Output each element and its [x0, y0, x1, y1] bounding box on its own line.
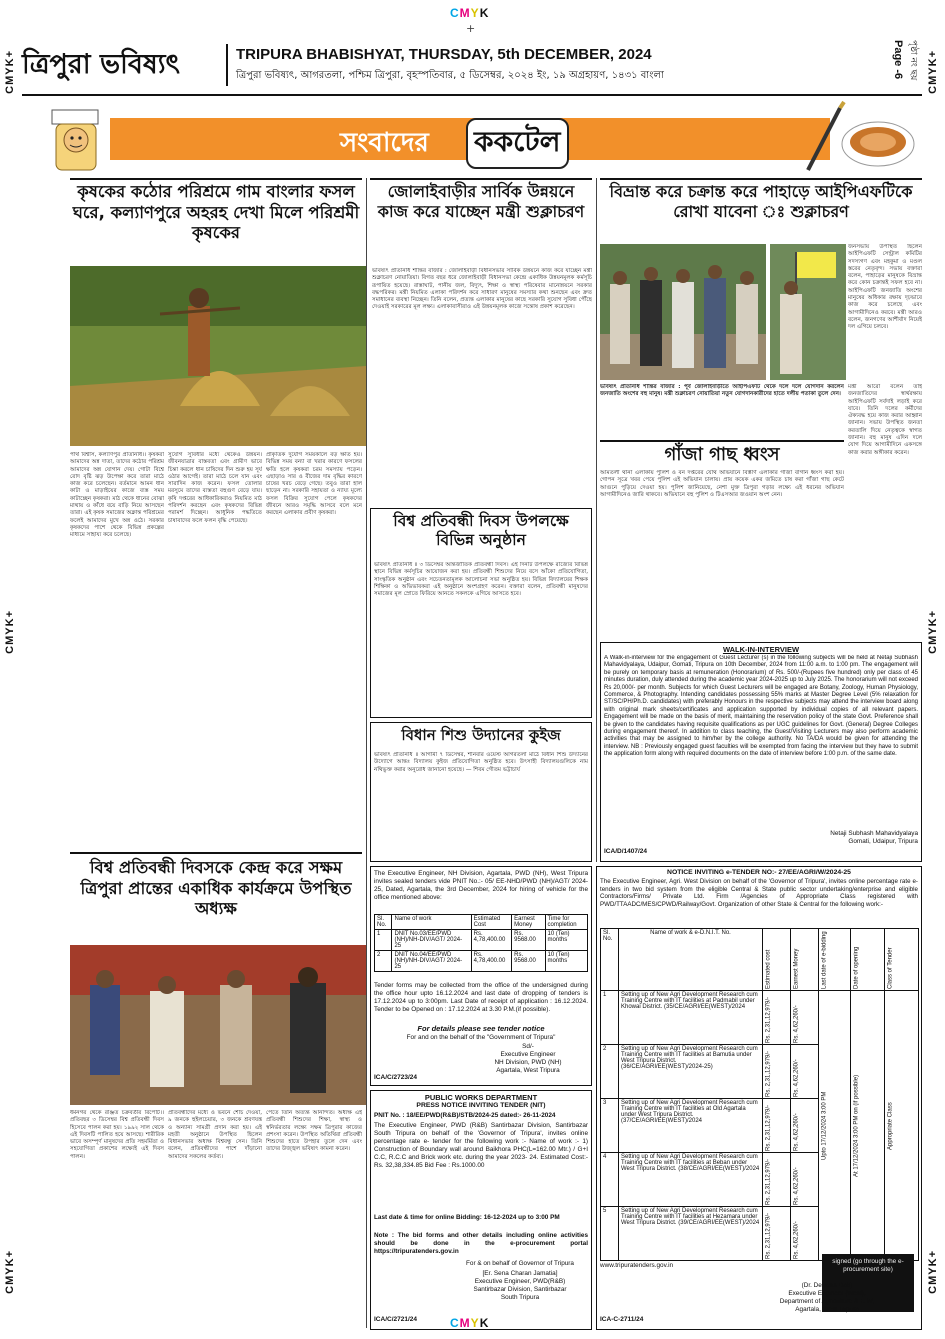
table-cell: Rs. 2,31,12,979/- [763, 991, 791, 1045]
article7-headline: বিশ্ব প্রতিবন্ধী দিবসকে কেন্দ্র করে সক্ষম ত্রিপুরা প্রান্তের একাধিক কার্যক্রমে উপস্থিত অধ্যক্ষ [80, 858, 352, 919]
notice-agri-th: Last date of e-bidding [819, 929, 851, 991]
banner-title-part1: সংবাদের [340, 128, 429, 158]
table-cell: Rs. 4,62,260/- [791, 1045, 819, 1099]
table-cell: Setting up of New Agri Development Research cum Training Centre with IT facilities at Padmabil under Khowai District. (35/CE/AGRI/EE(WEST)/2024 [619, 991, 763, 1045]
notice-walkin-ref: ICA/D/1407/24 [604, 848, 647, 855]
notice-nh-th: Estimated Cost [471, 915, 512, 930]
article1-col3: প্রাকৃতিক দুর্যোগ সময়কালে বড় ক্ষতি হয়। বিভিন্ন সময় বন্যা বা খরার কারণে ফসলের ক্ষতি হলে কৃষকরা চরম সমস্যায় পড়েন। এছাড়াও সার ও বীজের দাম বৃদ্ধির কারণে চাষের খরচ বেড়ে গেছে। তবুও তারা হাল ছাড়েন না। সরকারি সহায়তা ও ন্যায্য মূল্যে ফসল বিক্রির সুযোগ পেলে কৃষকদের জীবনে আরও সমৃদ্ধি আসবে বলে মনে করছেন এলাকার প্রবীণ কৃষকরা। [266, 452, 362, 517]
masthead-divider [226, 44, 228, 86]
column-divider-2 [596, 178, 597, 862]
table-cell: 2 [601, 1045, 619, 1099]
article1-top-rule [70, 178, 362, 180]
article6-headline: গাঁজা গাছ ধ্বংস [664, 444, 780, 465]
notice-pwd-h1: PUBLIC WORKS DEPARTMENT [424, 1093, 538, 1102]
table-cell: Rs. 4,62,260/- [791, 1207, 819, 1261]
notice-agri-th: Sl. No. [601, 929, 619, 991]
notice-agri-heading: NOTICE INVITING e-TENDER NO:- 27/EE/AGRI/W/2024-25 [667, 869, 851, 876]
article5-flag-photo [770, 244, 846, 380]
article2-body: ভবিষ্যৎ প্রতিনিধি শান্তির বাজার : জোলাইবাড়ী বিধানসভার সার্বিক উন্নয়নে কাজ করে যাচ্ছেন মন্ত্রী শুক্লাচরণ নোয়াতিয়া। বিগত বছর ধরে জোলাইবাড়ী বিধানসভা কেন্দ্রে একাধিক উন্নয়নমূলক কর্মসূচি রূপায়িত হয়েছে। রাস্তাঘাট, পানীয় জল, বিদ্যুৎ, শিক্ষা ও স্বাস্থ্য পরিষেবার মানোন্নয়নে সরকার বদ্ধপরিকর। মন্ত্রী নিয়মিত এলাকা পরিদর্শন করে সাধারণ মানুষের সমস্যার কথা শুনছেন এবং দ্রুত সমাধানের ব্যবস্থা নিচ্ছেন। তিনি বলেন, প্রত্যন্ত এলাকার মানুষের কাছে সরকারি সুযোগ সুবিধা পৌঁছে দেওয়াই সরকারের মূল লক্ষ্য। এলাকাবাসীরাও এই উন্নয়নমূলক কাজে সন্তোষ প্রকাশ করেছেন। [372, 268, 592, 311]
table-row [375, 930, 588, 951]
notice-pwd-sign3: Santirbazar Division, Santirbazar [473, 1286, 567, 1293]
notice-agri-sign1: (Dr. Debasis Dab) [801, 1282, 853, 1289]
notice-nh-sd: Sd/- [522, 1043, 534, 1050]
registration-cross: + [466, 22, 476, 35]
masthead-subtitle: ত্রিপুরা ভবিষ্যৎ, আগরতলা, পশ্চিম ত্রিপুরা, বৃহস্পতিবার, ৫ ডিসেম্বর, ২০২৪ ইং, ১৯ অগ্রহায়ণ, ১৪৩১ বাংলা [236, 70, 664, 81]
article4-body: ভবিষ্যৎ প্রতিনিধি ॥ আগামী ৭ ডিসেম্বর, শনিবার ওয়েস্ট আগরতলা মাঠে বিধান শিশু উদ্যানের উদ্যোগে আন্তঃ বিদ্যালয় কুইজ প্রতিযোগিতা অনুষ্ঠিত হবে। উৎসাহী বিদ্যালয়গুলিকে নাম নথিভুক্ত করার অনুরোধ জানানো হয়েছে। — শিবম গৌতম ভট্টাচার্য [374, 752, 588, 773]
table-cell: Rs. 4,62,260/- [791, 1099, 819, 1153]
notice-agri-th: Date of opening [851, 929, 885, 991]
table-cell-open: At 17/12/2024 3:00 PM on (if possible) [851, 991, 885, 1261]
column-divider-1 [366, 178, 367, 1328]
notice-nh-th: Sl. No. [375, 915, 392, 930]
table-cell: Setting up of New Agri Development Research cum Training Centre with IT facilities at Old Agartala under West Tripura District. (37/CE/AGRI/EE(WEST)/2024 [619, 1099, 763, 1153]
notice-pwd-h2: PRESS NOTICE INVITING TENDER (NIT) [416, 1102, 546, 1109]
article7-top-rule [70, 852, 362, 854]
table-row [601, 991, 919, 1045]
notice-nh-footer: Tender forms may be collected from the office of the undersigned during the office hour upto 16.12.2024 and last date of dropping of tenders is 17.12.2024 up to 3:00pm. Last Date of receipt of application : 16.12.2024. Tender to be Opened on : 17.12.2024 at 3.30 P.M.(if possible). [374, 982, 588, 1013]
article7-col2: প্রতিবন্ধীদের মধ্যে ও ভবনে শৌচ দেওয়া, ৯ জনকে হুইলচেয়ার, ৩ জনকে শ্রবণযন্ত্র ও অন্যান্য সামগ্রী প্রদান করা হয়। এই মহতী অনুষ্ঠানে উপস্থিত ছিলেন বিধানসভার অধ্যক্ষ বিশ্ববন্ধু সেন। তিনি বলেন, প্রতিবন্ধীদের পাশে দাঁড়ানো আমাদের সকলের কর্তব্য। [168, 1110, 262, 1160]
registration-bottom: CMYK [450, 1316, 490, 1330]
banner-cartoon [22, 100, 132, 176]
page-number [888, 40, 922, 90]
table-cell: Setting up of New Agri Development Research cum Training Centre with IT facilities at Bamutia under West Tripura District. (36/CE/AGRI/EE(WEST)/2024-25) [619, 1045, 763, 1099]
table-cell: Setting up of New Agri Development Research cum Training Centre with IT facilities at Beban under West Tripura District. (38/CE/AGRI/EE(WEST)/2024 [619, 1153, 763, 1207]
notice-walkin-sign1: Netaji Subhash Mahavidyalaya [830, 830, 918, 837]
article1-headline: কৃষকের কঠোর পরিশ্রমে গাম বাংলার ফসল ঘরে, কল্যাণপুরে অহরহ দেখা মিলে পরিশ্রমী কৃষকের [72, 182, 360, 243]
table-cell: Setting up of New Agri Development Research cum Training Centre with IT facilities at Hezamara under West Tripura District. (39/CE/AGRI/EE(WEST)/2024 [619, 1207, 763, 1261]
notice-nh-th: Time for completion [545, 915, 587, 930]
table-cell: Rs. 9568.00 [512, 951, 545, 972]
banner-pen-cup [800, 100, 922, 176]
notice-pwd-last-date: Last date & time for online Bidding: 16-12-2024 up to 3:00 PM [374, 1214, 560, 1221]
table-cell: 3 [601, 1099, 619, 1153]
registration-right: CMYK+ [927, 50, 939, 94]
article5-top-rule [600, 178, 922, 180]
article5-col2: মন্ত্রী আরো বলেন তাই জনজাতিদের স্বার্থরক্ষায় আইপিএফটি সর্বদাই লড়াই করে যাবে। তিনি দলের কর্মীদের ঐক্যবদ্ধ হয়ে কাজ করার আহ্বান জানান। সভায় উপস্থিত জনতা করতালি দিয়ে নেতৃত্বকে স্বাগত জানান। বহু মানুষ এদিন দলে যোগ দিয়ে আগামীদিনে একসঙ্গে কাজ করার অঙ্গীকার করেন। [848, 384, 922, 456]
notice-agri-table [600, 928, 919, 1261]
registration-top: CMYK [450, 6, 490, 20]
notice-agri-signed: signed (go through the e-procurement site) [832, 1258, 904, 1273]
banner-title-part2: ককটেল [466, 118, 569, 169]
notice-nh-behalf: For and on the behalf of the "Government of Tripura" [406, 1034, 556, 1041]
notice-agri-sign4: Agartala, West Tripura [795, 1306, 859, 1313]
registration-right-bottom: CMYK+ [927, 1250, 939, 1294]
notice-nh-sign2: NH Division, PWD (NH) [494, 1059, 562, 1066]
masthead-rule [22, 94, 922, 96]
table-cell: 4 [601, 1153, 619, 1207]
notice-nh-th: Name of work [392, 915, 471, 930]
notice-agri-th: Class of Tender [885, 929, 919, 991]
notice-agri-sign2: Executive Engineer (West), [788, 1290, 866, 1297]
registration-left: CMYK+ [4, 50, 16, 94]
notice-agri-portal: www.tripuratenders.gov.in [600, 1262, 674, 1269]
registration-left-mid: CMYK+ [4, 610, 16, 654]
table-cell: Rs. 2,31,12,979/- [763, 1207, 791, 1261]
table-cell: Rs. 2,31,12,979/- [763, 1153, 791, 1207]
article1-col2: সুযোগ সুবিধার মধ্যে থেকেও উন্নয়ন। জীবনযাত্রার বাস্তবতা এবং গ্রামীণ ভাবে চিন্তা করলে ধান চাষিদের দিন শুরু হয় সূর্য ওঠার আগেই। তারা মাঠে চলে যান এবং সারাদিন কাজ করেন। ফসল তোলার মরসুমে তাদের ব্যস্ততা বহুগুণ বেড়ে যায়। কৃষি দপ্তরের আধিকারিকরাও নিয়মিত মাঠ পরিদর্শন করছেন এবং কৃষকদের বিভিন্ন পরামর্শ দিচ্ছেন। আধুনিক পদ্ধতিতে চাষাবাদের ফলে ফলন বৃদ্ধি পেয়েছে। [168, 452, 262, 524]
article7-col1: ধর্মনগর থেকে রঞ্জিত চক্রবর্তীর রিপোর্ট।। প্রতিবছর ৩ ডিসেম্বর বিশ্ব প্রতিবন্ধী দিবস হিসেবে পালন করা হয়। ১৯৯২ সাল থেকে এই দিবসটি পালিত হয়ে আসছে। শারীরিক ভাবে অসম্পূর্ণ মানুষদের প্রতি সহমর্মিতা ও সহযোগিতা প্রকাশের লক্ষ্যেই এই দিবস পালন। [70, 1110, 164, 1160]
article7-photo [70, 945, 366, 1105]
table-cell: Rs. 2,31,12,979/- [763, 1099, 791, 1153]
table-cell-class: Appropriate Class [885, 991, 919, 1261]
notice-agri-th: Name of work & e-D.N.I.T. No. [619, 929, 763, 991]
table-cell: 10 (Ten) months [545, 930, 587, 951]
masthead [22, 40, 922, 92]
table-cell: Rs. 4,62,260/- [791, 1153, 819, 1207]
notice-nh-ref: ICA/C/2723/24 [374, 1074, 417, 1081]
registration-right-mid: CMYK+ [927, 610, 939, 654]
notice-pwd-ref: ICA/C/2721/24 [374, 1316, 417, 1323]
table-cell: 2 [375, 951, 392, 972]
notice-walkin-heading: WALK-IN-INTERVIEW [722, 645, 800, 654]
registration-left-bottom: CMYK+ [4, 1250, 16, 1294]
notice-pwd-behalf: For & on behalf of Governor of Tripura [466, 1260, 574, 1267]
notice-agri-th: Estimated cost [763, 929, 791, 991]
article6-body: আমতলী থানা এলাকায় পুলিশ ও বন দপ্তরের যৌথ অভিযানে বিস্তীর্ণ এলাকার গাঁজা বাগান ধ্বংস করা হয়। গোপন সূত্রে খবর পেয়ে পুলিশ এই অভিযান চালায়। প্রায় কয়েক একর জমিতে চাষ করা গাঁজা গাছ কেটে আগুনে পুড়িয়ে দেওয়া হয়। পুলিশ জানিয়েছে, নেশা মুক্ত ত্রিপুরা গড়ার লক্ষ্যে এই ধরনের অভিযান আগামীদিনেও জারি থাকবে। অভিযানে বহু পুলিশ ও টিএসআর জওয়ান অংশ নেন। [600, 470, 844, 498]
notice-agri-body: The Executive Engineer, Agri. West Division on behalf of the 'Governor of Tripura', invites online percentage rate e-tenders in two bid system from the eligible Central & State public sector undertaking/enterprise and eligible Contractors/Firms/ Private Ltd. Firm /Agencies of Appropriate Class registered with PWD/TTAADC/MES/CPWD/Railway/Govt. Organization of other State & Central for the following work:- [600, 878, 918, 908]
article1-photo [70, 266, 366, 446]
notice-nh-table [374, 914, 588, 972]
masthead-title-en: TRIPURA BHABISHYAT, THURSDAY, 5th DECEMBER, 2024 [236, 46, 652, 63]
notice-pwd-sign4: South Tripura [500, 1294, 540, 1301]
table-cell: Rs. 2,31,12,979/- [763, 1045, 791, 1099]
notice-nh-sign1: Executive Engineer [500, 1051, 556, 1058]
article5-col: জনসভায় উপস্থিত ছিলেন আইপিএফটি সেন্ট্রাল কমিটির সদস্যগণ এবং মহকুমা ও মণ্ডল স্তরের নেতৃবৃন্দ। সভায় বক্তারা বলেন, পাহাড়ের মানুষকে বিভ্রান্ত করে কোন চক্রান্তই সফল হবে না। আইপিএফটি জনজাতি অংশের মানুষের অধিকার রক্ষায় দৃঢ়ভাবে কাজ করে চলেছে এবং আগামীদিনেও করবে। মন্ত্রী আরও বলেন, জনগণের আশীর্বাদ নিয়েই দল এগিয়ে চলবে। [848, 244, 922, 331]
notice-nh-sign3: Agartala, West Tripura [496, 1067, 560, 1074]
banner-title [340, 116, 630, 164]
article1-col1: পার্থ বিশ্বাস, কল্যাণপুর প্রতিনিধি।। কৃষকরা আমাদের অন্ন দাতা, তাদের কঠোর পরিশ্রম আমাদের অন্ন যোগান দেয়। গোটা বিশ্বে রোদ বৃষ্টি ঝড় উপেক্ষা করে তারা মাঠে কাজ করে চলেছেন। বর্তমানে আমন ধান কাটা ও মাড়াইয়ের কাজে ব্যস্ত সময় কাটাচ্ছেন কৃষকরা। মাঠ থেকে ধানের বোঝা মাথায় ও কাঁধে বয়ে বাড়ি নিয়ে আসছেন তারা। এই কৃষক সমাজের অক্লান্ত পরিশ্রমের ফলেই আমাদের মুখে অন্ন ওঠে। সরকার কৃষকদের পাশে থেকে বিভিন্ন প্রকল্পের মাধ্যমে সাহায্য করে চলেছে। [70, 452, 164, 539]
article5-caption: ভবিষ্যৎ প্রতিনিধি শান্তির বাজার : পূর্ব জোলাইবাড়ীতে আইপিএফটি থেকে দলে দলে যোগদান করলেন জনজাতি অংশের বহু মানুষ। মন্ত্রী শুক্লাচরণ নোয়াতিয়া নতুন যোগদানকারীদের হাতে দলীয় পতাকা তুলে দেন। [600, 384, 844, 398]
notice-pwd-sign1: [Er. Sena Charan Jamatia] [482, 1270, 558, 1277]
notice-pwd-note: Note : The bid forms and other details including online activities should be done in the e-procurement portal https://tripuratenders.gov.in [374, 1232, 588, 1255]
article3-body: ভবিষ্যৎ প্রতিনিধি ॥ ৩ ডিসেম্বর আন্তর্জাতিক প্রতিবন্ধী দিবস। এই দিনটি উপলক্ষে রাজ্যের বিভিন্ন স্থানে বিভিন্ন কর্মসূচির আয়োজন করা হয়। প্রতিবন্ধী শিশুদের নিয়ে বসে আঁকো প্রতিযোগিতা, সাংস্কৃতিক অনুষ্ঠান এবং সচেতনতামূলক আলোচনা সভা অনুষ্ঠিত হয়। বিভিন্ন বিদ্যালয়ের শিক্ষক শিক্ষিকা ও অভিভাবকরা এই অনুষ্ঠানে অংশগ্রহণ করেন। বক্তারা বলেন, প্রতিবন্ধী মানুষদের সমাজের মূল স্রোতে ফিরিয়ে আনতে সকলকে এগিয়ে আসতে হবে। [374, 562, 588, 598]
article2-headline: জোলাইবাড়ীর সার্বিক উন্নয়নে কাজ করে যাচ্ছেন মন্ত্রী শুক্লাচরণ [377, 182, 585, 221]
article5-headline: বিভ্রান্ত করে চক্রান্ত করে পাহাড়ে আইপিএফটিকে রোখা যাবেনা ঃ শুক্লাচরণ [609, 182, 913, 221]
notice-walkin-sign2: Gomati, Udaipur, Tripura [848, 838, 918, 845]
table-cell: Rs. 9568.00 [512, 930, 545, 951]
table-cell: Rs. 4,62,260/- [791, 991, 819, 1045]
notice-pwd-body: The Executive Engineer, PWD (R&B) Santirbazar Division, Santirbazar South Tripura on behalf of the 'Governor of Tripura', invites online percentage rate e- tender for the following work :- Name of work :- 1) Construction of Boundary wall around Baikhora PHC(L=162.00 Mtr.) / G+I C.C, R.C.C and Brick work etc. during the year 2023- 24. Estimated Cost:- Rs. 32,38,334.85 Bid Fee : Rs.1000.00 [374, 1122, 588, 1169]
table-cell: Rs. 4,78,400.00 [471, 930, 512, 951]
table-row [375, 951, 588, 972]
table-cell: 1 [375, 930, 392, 951]
notice-agri-ref: ICA-C-2711/24 [600, 1316, 644, 1323]
notice-pwd-sign2: Executive Engineer, PWD(R&B) [474, 1278, 566, 1285]
table-cell: Rs. 4,78,400.00 [471, 951, 512, 972]
article7-col3: পেতে তিনি অত্যন্ত আনন্দিত। অধ্যক্ষ এই প্রতিবন্ধী শিশুদের শিক্ষা, স্বাস্থ্য ও স্বনির্ভরতার লক্ষ্যে সক্ষম ত্রিপুরার কাজের প্রশংসা করেন। উপস্থিত অতিথিরা প্রতিবন্ধী শিশুদের হাতে উপহার তুলে দেন এবং তাদের উজ্জ্বল ভবিষ্যৎ কামনা করেন। [266, 1110, 362, 1153]
table-cell: DNIT No.04/EE/PWD (NH)/NH-DIV/AGT/ 2024-25 [392, 951, 471, 972]
table-cell: 10 (Ten) months [545, 951, 587, 972]
table-cell: 1 [601, 991, 619, 1045]
article3-headline: বিশ্ব প্রতিবন্ধী দিবস উপলক্ষে বিভিন্ন অনুষ্ঠান [393, 512, 569, 550]
article6-top-rule [600, 440, 844, 442]
table-cell-date: Upto 17/12/2024 3:00 PM [819, 991, 851, 1261]
article4-headline: বিধান শিশু উদ্যানের কুইজ [401, 726, 561, 744]
notice-agri-th: Earnest Money [791, 929, 819, 991]
notice-pwd-pnit: PNIT No. : 18/EE/PWD(R&B)/STB/2024-25 dated:- 26-11-2024 [374, 1112, 556, 1119]
notice-nh-body: The Executive Engineer, NH Division, Agartala, PWD (NH), West Tripura invites sealed tenders vide PNIT No.:- 05/ EE-NHD/PWD (NH)/AGT/ 2024-25, Dated, Agartala, the 3rd December, 2024 for hiring of vehicle for the office mentioned above: [374, 870, 588, 901]
article5-photo [600, 244, 766, 380]
article2-top-rule [370, 178, 592, 180]
notice-walkin-body: A Walk-in-interview for the engagement of Guest Lecturer (s) in the following subjects will be held at Netaji Subhash Mahavidyalaya, Udaipur, Gomati, Tripura on 10th December, 2024 from 11:00 a.m. to 1:00 pm. The engagement will be purely on temporary basis at remuneration (Honorarium) of Rs. 500/-(Rupees five hundred) only per class of 45 minutes duration, duly attended during the academic year 2024-2025 up to July 2025. The honorarium will not exceed Rs 20,000/- per month. Subjects for which Guest Lecturers will be engaged are Botany, Zoology, Human Physiology, Commerce, & Photography. Intending candidates possessing 55% marks at Master Degree Level (5% relaxation for ST/SC/PH/Ph.D. candidates) with preferably Honours in the respective subjects may attend the interview board along with original mark sheets/certificates and application supported by individual copies of all relevant papers. Engagement will be made on the basis of merit, maintaining the reservation policy of the state Govt. Preference shall be given to the candidates having requisite qualifications as per UGC guidelines for Govt. (General) Degree Colleges during engagement thereof. In addition to class teaching, the Guest/Visiting Lecturers may also perform academic activities that may be assigned to him/her by the college authority. No TA/DA would be given for attending the interview. NB : Previously engaged guest faculties will be exempted from facing the interview but they have to submit the application form along with required documents on the date of interview before 1:00 p.m. of the same date. [604, 655, 918, 758]
notice-nh-details: For details please see tender notice [417, 1024, 545, 1033]
table-cell: 5 [601, 1207, 619, 1261]
masthead-title-bn: ত্রিপুরা ভবিষ্যৎ [22, 49, 180, 80]
page-number-bn: পৃষ্ঠা নং ছয় [908, 40, 918, 81]
table-cell: DNIT No.03/EE/PWD (NH)/NH-DIV/AGT/ 2024-25 [392, 930, 471, 951]
notice-nh-th: Earnest Money [512, 915, 545, 930]
page-number-en: Page -6 [892, 40, 904, 80]
notice-agri-sign3: Department of Agriculture & F. W, [779, 1298, 875, 1305]
